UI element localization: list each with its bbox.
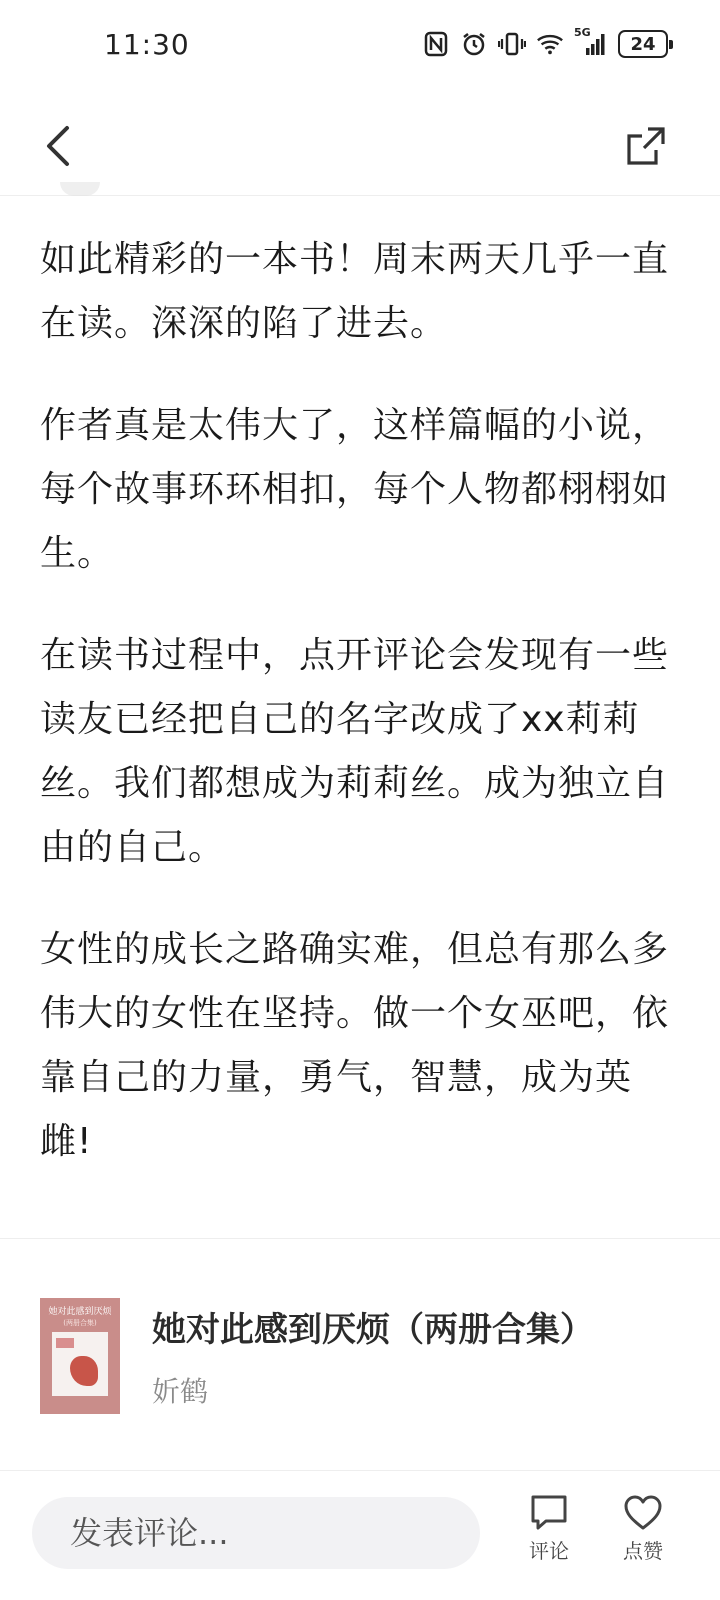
back-button[interactable] [28,116,88,176]
like-button[interactable] [608,1493,678,1564]
status-bar [0,0,720,96]
battery-icon [618,30,668,58]
divider [0,1238,720,1239]
comment-button[interactable] [514,1493,584,1564]
like-label: 点赞 [623,1539,663,1563]
top-nav-bar [0,96,720,196]
heart-icon [622,1493,664,1533]
cover-art [52,1332,108,1396]
bottom-action-bar [0,1471,720,1600]
alarm-icon [460,30,488,58]
review-paragraph: 如此精彩的一本书！周末两天几乎一直在读。深深的陷了进去。 [40,239,670,344]
review-paragraph: 女性的成长之路确实难，但总有那么多伟大的女性在坚持。做一个女巫吧，依靠自己的力量，勇气，智慧，成为英雌! [40,929,670,1162]
book-cover [40,1298,120,1414]
chevron-left-icon [43,125,73,167]
battery-level: 24 [630,33,656,55]
cover-subtitle: (两册合集) [63,1319,97,1327]
review-content [40,228,680,1212]
comment-label: 评论 [529,1539,569,1563]
network-label: 5G [574,26,591,39]
book-title: 她对此感到厌烦（两册合集） [152,1310,594,1350]
book-card[interactable] [40,1298,680,1416]
status-time: 11:30 [104,28,190,61]
share-external-icon [626,126,666,166]
vibrate-icon [498,30,526,58]
cover-title: 她对此感到厌烦 [48,1307,112,1317]
comment-input[interactable] [32,1497,480,1569]
wifi-icon [536,30,564,58]
avatar [60,182,100,196]
nfc-icon [422,30,450,58]
comment-icon [528,1493,570,1533]
share-button[interactable] [618,118,674,174]
review-paragraph: 作者真是太伟大了，这样篇幅的小说，每个故事环环相扣，每个人物都栩栩如生。 [40,405,670,574]
signal-5g-icon [574,26,608,58]
review-paragraph: 在读书过程中，点开评论会发现有一些读友已经把自己的名字改成了xx莉莉丝。我们都想成为莉莉丝。成为独立自由的自己。 [40,635,670,868]
status-icons [422,26,668,58]
book-author: 妡鹤 [152,1375,209,1408]
